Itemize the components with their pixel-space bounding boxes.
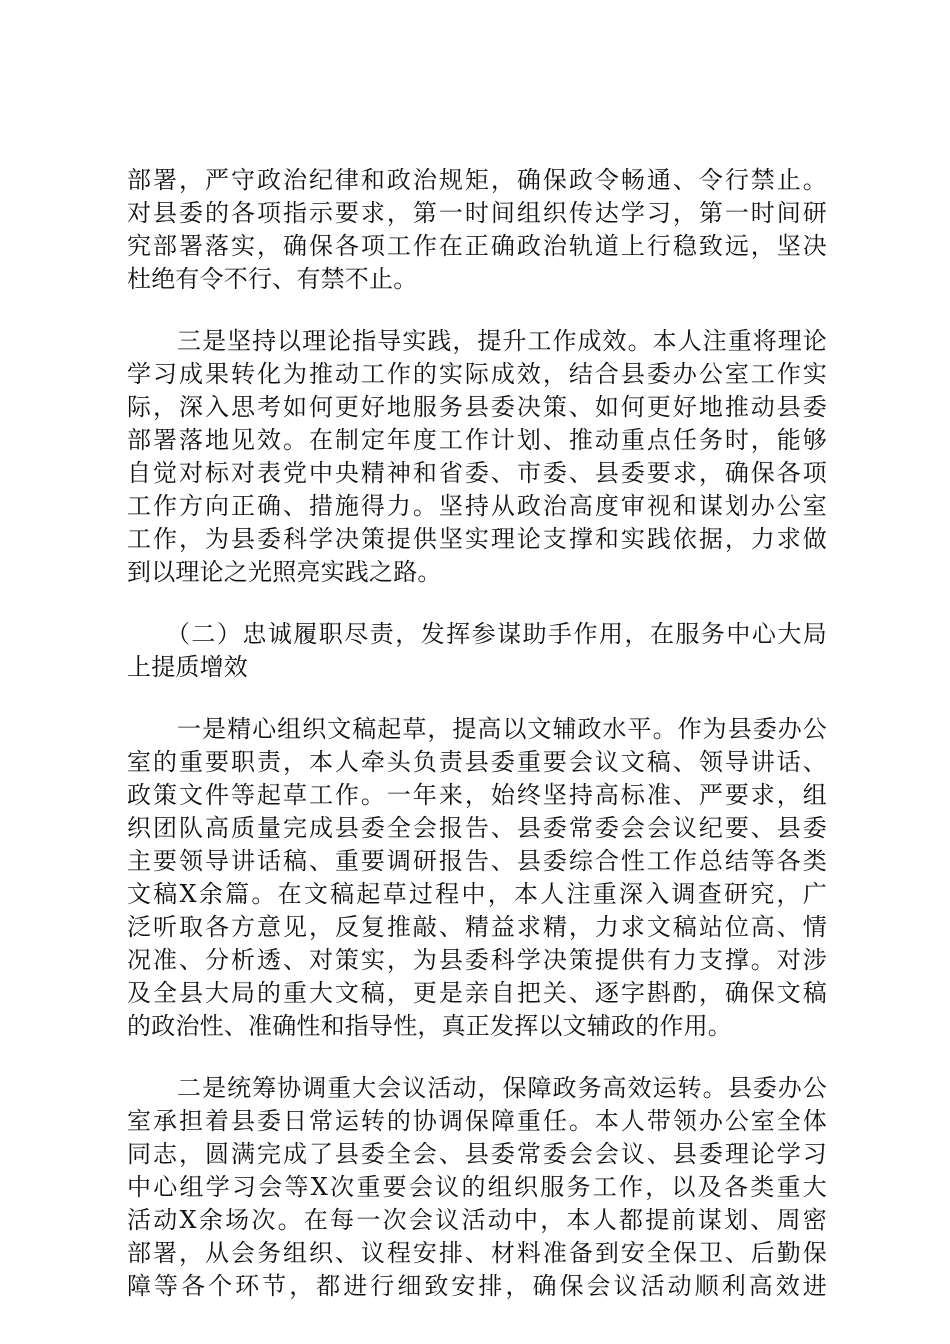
- text-line: 部署，从会务组织、议程安排、材料准备到安全保卫、后勤保: [127, 1239, 827, 1267]
- text-line: 织团队高质量完成县委全会报告、县委常委会会议纪要、县委: [127, 814, 827, 842]
- text-line: 到以理论之光照亮实践之路。: [127, 558, 442, 586]
- text-line: 二是统筹协调重大会议活动，保障政务高效运转。县委办公: [127, 1074, 827, 1102]
- text-line: 障等各个环节，都进行细致安排，确保会议活动顺利高效进: [127, 1272, 827, 1300]
- text-line: 的政治性、准确性和指导性，真正发挥以文辅政的作用。: [127, 1012, 732, 1040]
- text-line: 学习成果转化为推动工作的实际成效，结合县委办公室工作实: [127, 360, 827, 388]
- text-line: 中心组学习会等X次重要会议的组织服务工作，以及各类重大: [127, 1173, 827, 1201]
- text-line: 工作方向正确、措施得力。坚持从政治高度审视和谋划办公室: [127, 492, 827, 520]
- heading-line: （二）忠诚履职尽责，发挥参谋助手作用，在服务中心大局: [127, 620, 827, 648]
- text-line: 同志，圆满完成了县委全会、县委常委会会议、县委理论学习: [127, 1140, 827, 1168]
- text-line: 及全县大局的重大文稿，更是亲自把关、逐字斟酌，确保文稿: [127, 979, 827, 1007]
- text-line: 室承担着县委日常运转的协调保障重任。本人带领办公室全体: [127, 1107, 827, 1135]
- text-line: 工作，为县委科学决策提供坚实理论支撑和实践依据，力求做: [127, 525, 827, 553]
- text-line: 泛听取各方意见，反复推敲、精益求精，力求文稿站位高、情: [127, 913, 827, 941]
- paragraph-meetings: [127, 1072, 827, 1303]
- text-line: 际，深入思考如何更好地服务县委决策、如何更好地推动县委: [127, 393, 827, 421]
- text-line: 室的重要职责，本人牵头负责县委重要会议文稿、领导讲话、: [127, 748, 827, 776]
- text-line: 文稿X余篇。在文稿起草过程中，本人注重深入调查研究，广: [127, 880, 827, 908]
- text-line: 主要领导讲话稿、重要调研报告、县委综合性工作总结等各类: [127, 847, 827, 875]
- paragraph-political-discipline: [127, 164, 827, 296]
- text-line: 部署，严守政治纪律和政治规矩，确保政令畅通、令行禁止。: [127, 166, 827, 194]
- text-line: 自觉对标对表党中央精神和省委、市委、县委要求，确保各项: [127, 459, 827, 487]
- document-body: [127, 164, 827, 1303]
- text-line: 况准、分析透、对策实，为县委科学决策提供有力支撑。对涉: [127, 946, 827, 974]
- paragraph-drafting: [127, 713, 827, 1043]
- text-line: 三是坚持以理论指导实践，提升工作成效。本人注重将理论: [127, 327, 827, 355]
- text-line: 部署落地见效。在制定年度工作计划、推动重点任务时，能够: [127, 426, 827, 454]
- heading-line: 上提质增效: [127, 653, 248, 681]
- text-line: 政策文件等起草工作。一年来，始终坚持高标准、严要求，组: [127, 781, 827, 809]
- section-heading-2: [127, 618, 827, 684]
- text-line: 杜绝有令不行、有禁不止。: [127, 265, 418, 293]
- text-line: 对县委的各项指示要求，第一时间组织传达学习，第一时间研: [127, 199, 827, 227]
- paragraph-theory-practice: [127, 325, 827, 589]
- text-line: 究部署落实，确保各项工作在正确政治轨道上行稳致远，坚决: [127, 232, 827, 260]
- text-line: 活动X余场次。在每一次会议活动中，本人都提前谋划、周密: [127, 1206, 827, 1234]
- text-line: 一是精心组织文稿起草，提高以文辅政水平。作为县委办公: [127, 715, 827, 743]
